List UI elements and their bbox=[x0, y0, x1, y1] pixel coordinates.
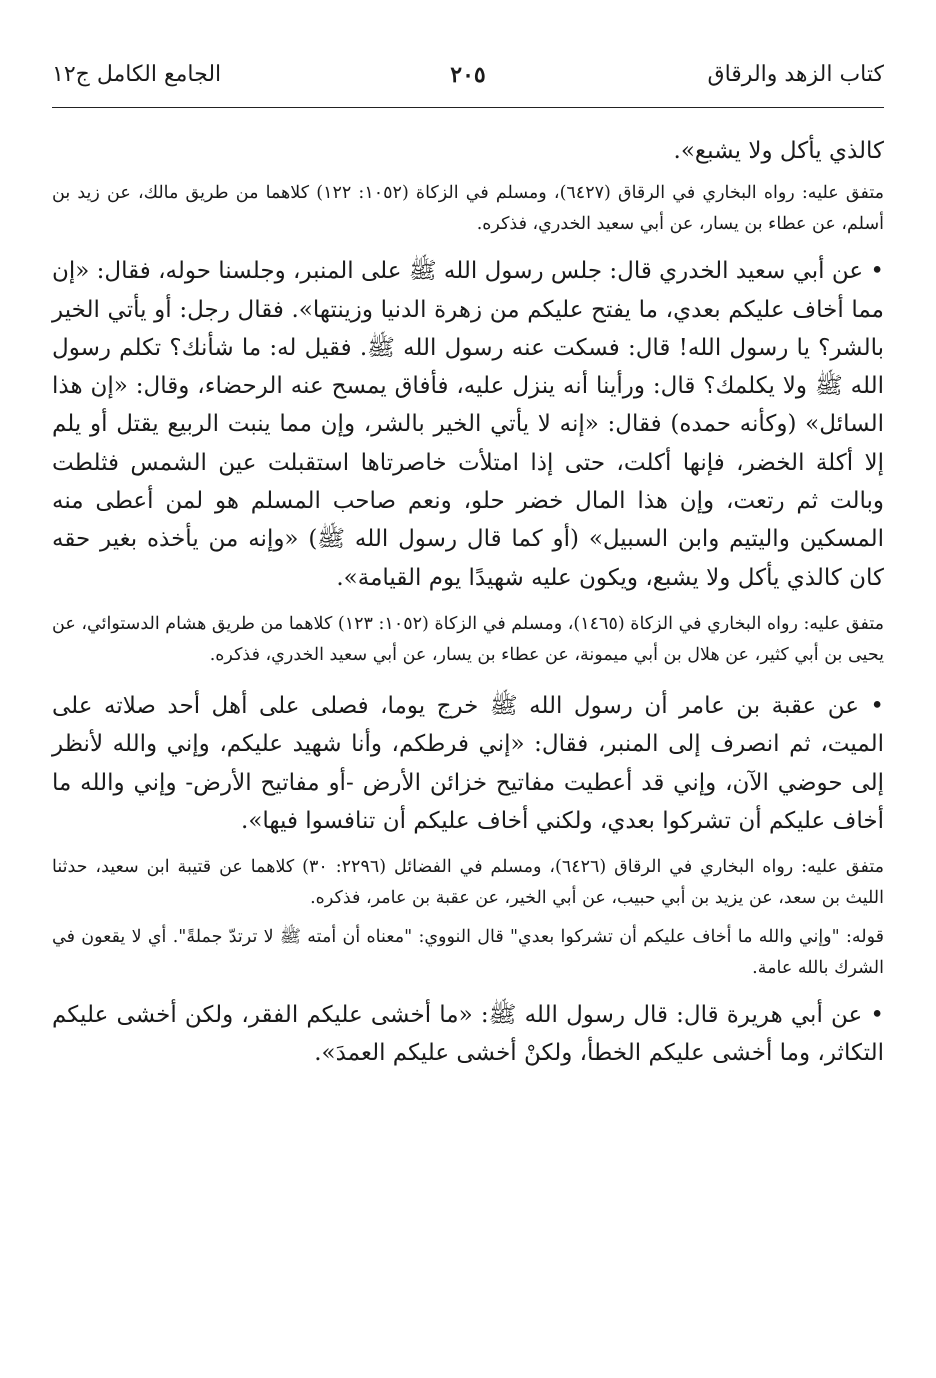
hadith-text-continuation: كالذي يأكل ولا يشبع». bbox=[673, 138, 884, 164]
commentary-note: قوله: "وإني والله ما أخاف عليكم أن تشركوا بعدي" قال النووي: "معناه أن أمته ﷺ لا ترتدّ جملةً". أي لا يقعون في الشرك بالله عامة. bbox=[52, 927, 884, 979]
hadith-text: • عن أبي سعيد الخدري قال: جلس رسول الله ﷺ على المنبر، وجلسنا حوله، فقال: «إن مما أخاف عليكم بعدي، ما يفتح عليكم من زهرة الدنيا وزينتها». فقال رجل: أو يأتي الخير بالشر؟ يا رسول الله! قال: فسكت عنه رسول الله ﷺ. فقيل له: ما شأنك؟ تكلم رسول الله ﷺ ولا يكلمك؟ قال: ورأينا أنه ينزل عليه، فأفاق يمسح عنه الرحضاء، وقال: «إن هذا السائل» (وكأنه حمده) فقال: «إنه لا يأتي الخير بالشر، وإن مما ينبت الربيع يقتل أو يلم إلا أكلة الخضر، فإنها أكلت، حتى إذا امتلأت خاصرتاها استقبلت عين الشمس فثلطت وبالت ثم رتعت، وإن هذا المال خضر حلو، ونعم صاحب المسلم هو لمن أعطى منه المسكين واليتيم وابن السبيل» (أو كما قال رسول الله ﷺ) «وإنه من يأخذه بغير حقه كان كالذي يأكل ولا يشبع، ويكون عليه شهيدًا يوم القيامة». bbox=[52, 258, 884, 591]
takhrij-note: متفق عليه: رواه البخاري في الرقاق (٦٤٢٦)، ومسلم في الفضائل (٢٢٩٦: ٣٠) كلاهما عن قتيبة ابن سعيد، حدثنا الليث بن سعد، عن يزيد بن أبي حبيب، عن أبي الخير، عن عقبة بن عامر، فذكره. bbox=[52, 857, 885, 909]
hadith-text: • عن أبي هريرة قال: قال رسول الله ﷺ: «ما أخشى عليكم الفقر، ولكن أخشى عليكم التكاثر، وما أخشى عليكم الخطأ، ولكنْ أخشى عليكم العمدَ». bbox=[52, 1002, 884, 1067]
takhrij-note: متفق عليه: رواه البخاري في الرقاق (٦٤٢٧)، ومسلم في الزكاة (١٠٥٢: ١٢٢) كلاهما من طريق مالك، عن زيد بن أسلم، عن عطاء بن يسار، عن أبي سعيد الخدري، فذكره. bbox=[52, 183, 884, 235]
collection-volume: الجامع الكامل ج١٢ bbox=[52, 62, 222, 87]
page-number: ٢٠٥ bbox=[450, 62, 486, 88]
header-rule bbox=[52, 107, 884, 108]
running-header bbox=[52, 62, 884, 102]
takhrij-note: متفق عليه: رواه البخاري في الزكاة (١٤٦٥)، ومسلم في الزكاة (١٠٥٢: ١٢٣) كلاهما من طريق هشام الدستوائي، عن يحيى بن أبي كثير، عن هلال بن أبي ميمونة، عن عطاء بن يسار، عن أبي سعيد الخدري، فذكره. bbox=[52, 613, 884, 665]
hadith-text: • عن عقبة بن عامر أن رسول الله ﷺ خرج يوما، فصلى على أهل أحد صلاته على الميت، ثم انصرف إلى المنبر، فقال: «إني فرطكم، وأنا شهيد عليكم، وإني والله لأنظر إلى حوضي الآن، وإني قد أعطيت مفاتيح خزائن الأرض -أو مفاتيح الأرض- وإني والله ما أخاف عليكم أن تشركوا بعدي، ولكني أخاف عليكم أن تنافسوا فيها». bbox=[52, 692, 884, 834]
page-body bbox=[52, 132, 884, 1073]
book-title: كتاب الزهد والرقاق bbox=[707, 62, 884, 87]
